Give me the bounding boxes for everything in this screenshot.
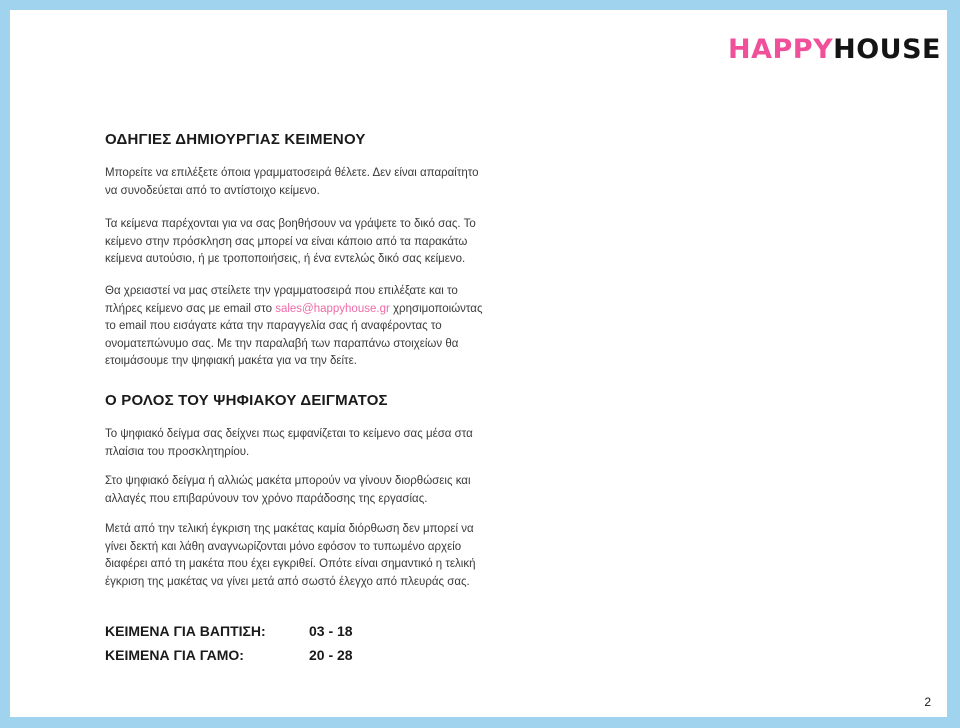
text-line: Το ψηφιακό δείγμα σας δείχνει πως εμφανίζεται το κείμενο σας μέσα στα <box>105 428 473 440</box>
text-line: κείμενα αυτούσιο, ή με τροποποιήσεις, ή ένα εντελώς δικό σας κείμενο. <box>105 253 466 265</box>
summary-baptism-row <box>105 623 353 639</box>
summary-pages: 20 - 28 <box>309 647 353 663</box>
text-line: διαφέρει από τη μακέτα που έχει εγκριθεί. Οπότε είναι σημαντικό η τελική <box>105 558 476 570</box>
text-line: να συνοδεύεται από το αντίστοιχο κείμενο. <box>105 184 320 197</box>
text-line: Μετά από την τελική έγκριση της μακέτας καμία διόρθωση δεν μπορεί να <box>105 523 474 535</box>
text-line: το email που εισάγατε κάτα την παραγγελία σας ή αναφέροντας το <box>105 320 442 332</box>
sales-email-link[interactable]: sales@happyhouse.gr <box>275 302 390 315</box>
summary-wedding-row <box>105 647 353 663</box>
font-choice-paragraph <box>105 165 479 200</box>
logo-happy: HAPPY <box>728 34 834 65</box>
summary-label: ΚΕΙΜΕΝΑ ΓΙΑ ΓΑΜΟ: <box>105 647 244 663</box>
document-page <box>10 10 947 717</box>
text-line: ονοματεπώνυμο σας. Με την παραλαβή των παραπάνω στοιχείων θα <box>105 337 459 350</box>
texts-help-paragraph <box>105 216 476 269</box>
text-line: αλλαγές που επιβαρύνουν τον χρόνο παράδοσης της εργασίας. <box>105 492 428 505</box>
text-line: Θα χρειαστεί να μας στείλετε την γραμματοσειρά που επιλέξατε και το <box>105 285 458 297</box>
text-line: γίνει δεκτή και λάθη αναγνωρίζονται μόνο εφόσον το τυπωμένο αρχείο <box>105 540 462 553</box>
page-number: 2 <box>924 695 931 709</box>
text-line: ετοιμάσουμε την ψηφιακή μακέτα για να την δείτε. <box>105 355 357 367</box>
final-approval-paragraph <box>105 521 476 591</box>
text-line: Μπορείτε να επιλέξετε όποια γραμματοσειρά θέλετε. Δεν είναι απαραίτητο <box>105 167 479 179</box>
logo-house: HOUSE <box>833 34 941 65</box>
summary-pages: 03 - 18 <box>309 623 353 639</box>
send-text-paragraph <box>105 283 483 371</box>
text-line: πλήρες κείμενο σας με email στο <box>105 302 276 315</box>
digital-proof-title: Ο ΡΟΛΟΣ ΤΟΥ ΨΗΦΙΑΚΟΥ ΔΕΙΓΜΑΤΟΣ <box>105 392 388 409</box>
text-line: κείμενο στην πρόσκληση σας μπορεί να είναι κάποιο από τα παρακάτω <box>105 235 468 248</box>
text-line: Τα κείμενα παρέχονται για να σας βοηθήσουν να γράψετε το δικό σας. Το <box>105 218 476 230</box>
text-line: χρησιμοποιώντας <box>389 302 483 315</box>
proof-corrections-paragraph <box>105 473 471 508</box>
proof-display-paragraph <box>105 426 473 461</box>
happy-house-logo <box>728 36 941 63</box>
text-line: έγκριση της μακέτας να γίνει μετά από σωστό έλεγχο από πλευράς σας. <box>105 575 470 588</box>
text-line: Στο ψηφιακό δείγμα ή αλλιώς μακέτα μπορούν να γίνουν διορθώσεις και <box>105 475 471 487</box>
text-line: πλαίσια του προσκλητηρίου. <box>105 445 250 458</box>
summary-label: ΚΕΙΜΕΝΑ ΓΙΑ ΒΑΠΤΙΣΗ: <box>105 623 266 639</box>
text-instructions-title: ΟΔΗΓΙΕΣ ΔΗΜΙΟΥΡΓΙΑΣ ΚΕΙΜΕΝΟΥ <box>105 131 366 148</box>
